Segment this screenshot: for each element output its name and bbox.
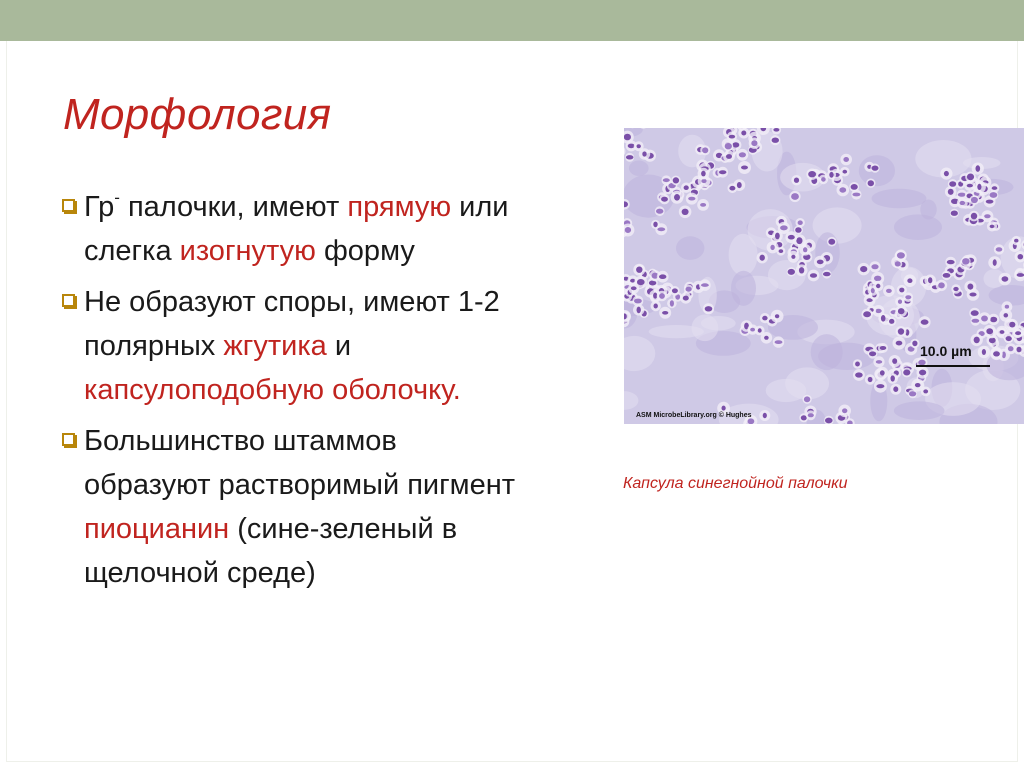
stained-cell (810, 273, 817, 278)
stained-cell (872, 166, 879, 171)
stained-cell (748, 418, 755, 424)
stained-cell (624, 134, 631, 141)
stained-cell (982, 349, 986, 355)
bullet-text (84, 280, 607, 412)
scale-bar (916, 365, 990, 367)
stained-cell (905, 295, 911, 299)
stained-cell (974, 337, 980, 344)
stained-cell (637, 307, 641, 314)
stained-cell (642, 151, 646, 156)
stained-cell (794, 178, 799, 183)
text-run: Не образуют споры, имеют 1-2 (84, 286, 500, 318)
background-patch (624, 336, 655, 371)
stained-cell (943, 273, 951, 278)
stained-cell (971, 213, 977, 220)
stained-cell (1005, 305, 1009, 309)
stained-cell (898, 300, 902, 304)
stained-cell (701, 171, 706, 177)
stained-cell (659, 293, 665, 299)
text-run: полярных (84, 330, 224, 362)
stained-cell (928, 277, 932, 283)
bullet-list (62, 185, 607, 602)
stained-cell (891, 375, 895, 381)
background-patch (629, 161, 649, 176)
stained-cell (775, 340, 783, 344)
image-credit: ASM MicrobeLibrary.org © Hughes (636, 412, 752, 419)
stained-cell (876, 360, 882, 364)
stained-cell (947, 260, 955, 264)
stained-cell (775, 314, 779, 318)
background-patch (872, 189, 927, 209)
stained-cell (972, 319, 980, 323)
stained-cell (880, 370, 885, 375)
stained-cell (702, 147, 708, 153)
stained-cell (903, 370, 910, 376)
stained-cell (869, 351, 876, 356)
bullet-line (84, 324, 607, 368)
stained-cell (852, 193, 860, 197)
stained-cell (839, 187, 846, 192)
text-run: палочки, имеют (119, 191, 348, 223)
stained-cell (990, 317, 997, 323)
stained-cell (637, 279, 645, 285)
stained-cell (688, 197, 695, 201)
stained-cell (992, 186, 998, 190)
stained-cell (851, 184, 858, 190)
stained-cell (808, 171, 816, 177)
bullet-line (84, 185, 607, 229)
stained-cell (1009, 322, 1015, 328)
stained-cell (760, 255, 765, 261)
background-patch (894, 401, 945, 420)
stained-cell (779, 249, 784, 253)
stained-cell (657, 227, 665, 231)
highlight-text: прямую (347, 191, 452, 223)
stained-cell (653, 293, 657, 299)
stained-cell (855, 372, 863, 377)
stained-cell (705, 306, 713, 311)
stained-cell (990, 225, 995, 229)
stained-cell (654, 304, 658, 309)
bullet-line (84, 368, 607, 412)
stained-cell (875, 309, 881, 313)
stained-cell (1004, 313, 1009, 317)
stained-cell (682, 209, 689, 215)
stained-cell (915, 383, 921, 387)
stained-cell (625, 227, 631, 233)
stained-cell (880, 346, 887, 350)
stained-cell (719, 170, 726, 174)
stained-cell (938, 282, 945, 288)
stained-cell (893, 386, 898, 392)
stained-cell (821, 177, 826, 182)
stained-cell (791, 193, 799, 200)
stained-cell (729, 135, 735, 139)
stained-cell (686, 287, 692, 292)
image-caption: Капсула синегнойной палочки (623, 475, 848, 492)
stained-cell (881, 315, 886, 322)
bullet-item (62, 419, 607, 595)
stained-cell (842, 408, 847, 413)
stained-cell (828, 239, 835, 245)
stained-cell (823, 272, 831, 276)
highlight-text: капсулоподобную оболочку. (84, 374, 461, 406)
stained-cell (729, 186, 735, 191)
stained-cell (626, 155, 634, 159)
stained-cell (737, 182, 742, 188)
stained-cell (843, 170, 848, 174)
stained-cell (919, 370, 926, 376)
stained-cell (1018, 254, 1024, 259)
bullet-line (84, 507, 607, 551)
stained-cell (701, 179, 706, 183)
stained-cell (948, 189, 954, 195)
bullet-text (84, 419, 607, 595)
stained-cell (984, 214, 990, 218)
stained-cell (829, 172, 833, 178)
stained-cell (889, 319, 894, 324)
stained-cell (741, 166, 748, 170)
background-patch (766, 379, 807, 402)
stained-cell (726, 154, 732, 159)
stained-cell (798, 220, 803, 225)
checkbox-bullet-icon (62, 199, 75, 212)
stained-cell (763, 413, 767, 418)
stained-cell (967, 184, 973, 188)
stained-cell (762, 316, 767, 321)
stained-cell (725, 143, 732, 149)
stained-cell (741, 131, 746, 136)
stained-cell (773, 128, 779, 132)
stained-cell (636, 267, 642, 273)
text-run: форму (315, 235, 415, 267)
stained-cell (981, 316, 988, 322)
stained-cell (944, 171, 949, 176)
stained-cell (796, 237, 802, 244)
stained-cell (722, 406, 726, 411)
microscopy-image (624, 128, 1024, 424)
stained-cell (886, 289, 892, 293)
highlight-text: изогнутую (179, 235, 316, 267)
bullet-line (84, 419, 607, 463)
stained-cell (817, 260, 824, 265)
stained-cell (1017, 273, 1024, 277)
stained-cell (971, 197, 978, 203)
text-run: и (326, 330, 352, 362)
scale-bar-label: 10.0 µm (920, 343, 972, 359)
stained-cell (897, 252, 905, 258)
capsule-halo (624, 146, 626, 158)
bullet-line (84, 229, 607, 273)
stained-cell (656, 209, 663, 214)
bullet-line (84, 551, 607, 595)
stained-cell (898, 308, 905, 314)
stained-cell (634, 299, 642, 304)
stained-cell (968, 284, 974, 290)
highlight-text: жгутика (223, 330, 327, 362)
text-run: или (451, 191, 509, 223)
stained-cell (791, 255, 795, 259)
text-run: Большинство штаммов (84, 425, 397, 457)
bullet-item (62, 280, 607, 412)
stained-cell (871, 264, 878, 269)
stained-cell (653, 222, 657, 228)
background-patch (731, 271, 756, 306)
top-banner (0, 0, 1024, 41)
stained-cell (750, 328, 755, 332)
stained-cell (953, 287, 958, 291)
stained-cell (1006, 336, 1012, 341)
stained-cell (683, 296, 689, 301)
stained-cells-graphic (624, 128, 1024, 424)
stained-cell (1008, 346, 1014, 351)
stained-cell (662, 311, 668, 315)
stained-cell (993, 351, 1000, 356)
stained-cell (892, 358, 897, 364)
stained-cell (958, 193, 966, 197)
background-patch (811, 334, 843, 370)
stained-cell (863, 311, 871, 317)
stained-cell (808, 413, 814, 417)
text-run: Гр (84, 191, 115, 223)
stained-cell (989, 337, 996, 343)
stained-cell (868, 180, 874, 186)
stained-cell (739, 152, 746, 157)
stained-cell (751, 140, 757, 146)
stained-cell (912, 341, 917, 347)
stained-cell (855, 362, 860, 367)
stained-cell (990, 192, 998, 198)
stained-cell (663, 178, 670, 182)
stained-cell (986, 328, 993, 334)
stained-cell (684, 185, 689, 190)
bullet-text (84, 185, 607, 273)
stained-cell (876, 284, 880, 288)
stained-cell (670, 300, 674, 306)
stained-cell (909, 391, 916, 396)
stained-cell (895, 261, 901, 266)
stained-cell (868, 377, 873, 382)
stained-cell (673, 177, 679, 183)
stained-cell (1002, 276, 1009, 281)
stained-cell (986, 200, 994, 204)
stained-cell (971, 310, 979, 316)
stained-cell (1015, 331, 1021, 335)
stained-cell (799, 267, 804, 273)
stained-cell (876, 384, 884, 388)
stained-cell (775, 233, 780, 240)
bullet-line (84, 463, 607, 507)
background-patch (624, 391, 638, 410)
stained-cell (795, 227, 801, 233)
text-run: щелочной среде) (84, 557, 316, 589)
background-patch (894, 214, 942, 240)
stained-cell (732, 142, 739, 147)
stained-cell (993, 259, 997, 266)
checkbox-bullet-icon (62, 294, 75, 307)
bullet-line (84, 280, 607, 324)
stained-cell (1000, 330, 1005, 334)
stained-cell (659, 274, 666, 279)
stained-cell (898, 328, 904, 334)
stained-cell (788, 235, 795, 240)
text-run: слегка (84, 235, 180, 267)
stained-cell (1014, 239, 1018, 243)
stained-cell (758, 328, 762, 332)
text-run: (сине-зеленый в (229, 513, 458, 545)
slide-title: Морфология (63, 90, 332, 139)
stained-cell (923, 389, 928, 393)
stained-cell (874, 276, 881, 282)
stained-cell (674, 194, 680, 201)
stained-cell (899, 288, 904, 293)
stained-cell (960, 201, 966, 205)
stained-cell (701, 283, 709, 287)
checkbox-bullet-icon (62, 433, 75, 446)
stained-cell (969, 293, 976, 297)
stained-cell (1017, 347, 1022, 353)
stained-cell (661, 197, 668, 202)
stained-cell (951, 211, 958, 216)
background-patch (676, 236, 704, 260)
stained-cell (637, 144, 641, 148)
stained-cell (860, 266, 867, 272)
stained-cell (672, 288, 678, 293)
stained-cell (921, 319, 929, 324)
text-run: образуют растворимый пигмент (84, 469, 516, 501)
stained-cell (949, 181, 956, 187)
stained-cell (977, 184, 981, 190)
stained-cell (996, 247, 1003, 251)
bullet-item (62, 185, 607, 273)
stained-cell (764, 336, 769, 340)
highlight-text: пиоцианин (84, 513, 230, 545)
stained-cell (780, 225, 788, 230)
stained-cell (825, 418, 833, 424)
stained-cell (628, 144, 635, 149)
stained-cell (962, 258, 969, 264)
stained-cell (700, 203, 706, 207)
stained-cell (907, 278, 912, 283)
background-patch (692, 315, 719, 342)
stained-cell (801, 415, 807, 420)
stained-cell (803, 247, 807, 252)
stained-cell (772, 138, 779, 143)
stained-cell (770, 245, 774, 250)
superscript-text: - (114, 188, 120, 208)
stained-cell (788, 269, 795, 275)
stained-cell (976, 165, 981, 172)
stained-cell (967, 174, 974, 181)
stained-cell (843, 157, 849, 162)
stained-cell (631, 286, 637, 290)
stained-cell (804, 396, 810, 402)
stained-cell (896, 341, 903, 346)
